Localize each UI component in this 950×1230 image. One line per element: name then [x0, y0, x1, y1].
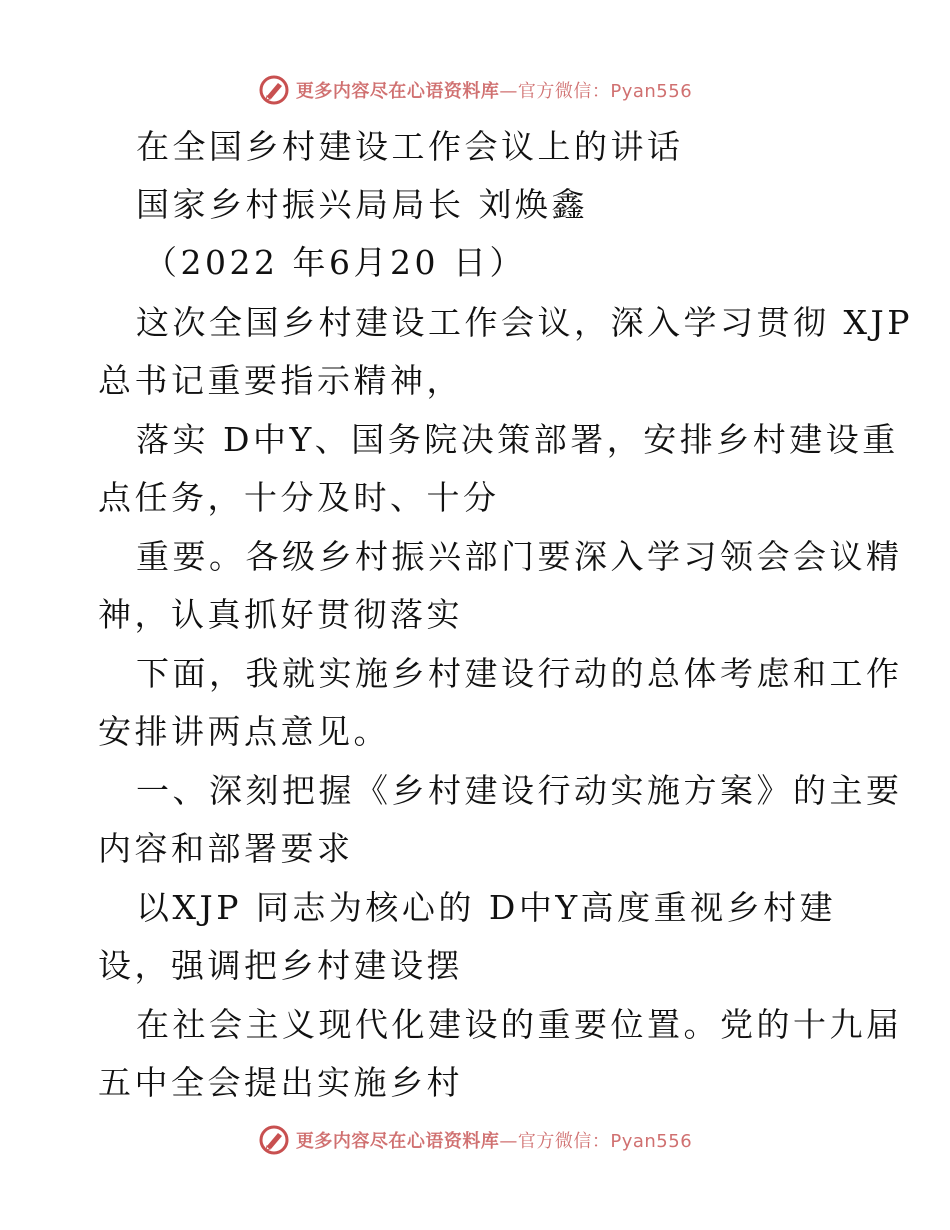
watermark-contact: —官方微信：Pyan556 [499, 1131, 693, 1152]
watermark-text [296, 1127, 692, 1153]
pen-seal-icon [258, 1124, 290, 1156]
paragraph-line: 总书记重要指示精神， [98, 361, 463, 400]
speaker-line: 国家乡村振兴局局长 刘焕鑫 [136, 185, 588, 224]
paragraph-line: 重要。各级乡村振兴部门要深入学习领会会议精 [136, 537, 903, 576]
watermark-brand: 更多内容尽在心语资料库 [295, 1131, 500, 1152]
footer-watermark [0, 1120, 950, 1160]
paragraph-line: 落实 D中Y、国务院决策部署，安排乡村建设重 [136, 420, 899, 459]
paragraph-line: 以XJP 同志为核心的 D中Y高度重视乡村建 [136, 888, 837, 927]
paragraph-line: 神，认真抓好贯彻落实 [98, 595, 463, 634]
watermark-contact: —官方微信：Pyan556 [499, 81, 693, 102]
section-heading-line: 内容和部署要求 [98, 829, 354, 868]
watermark-text [296, 77, 692, 103]
paragraph-line: 这次全国乡村建设工作会议，深入学习贯彻 XJP [136, 303, 913, 342]
paragraph-line: 点任务，十分及时、十分 [98, 478, 500, 517]
paragraph-line: 在社会主义现代化建设的重要位置。党的十九届 [136, 1005, 903, 1044]
speech-title: 在全国乡村建设工作会议上的讲话 [136, 127, 684, 166]
paragraph-line: 设，强调把乡村建设摆 [98, 946, 463, 985]
header-watermark [0, 70, 950, 110]
watermark-brand: 更多内容尽在心语资料库 [295, 81, 500, 102]
date-line: （2022 年6月20 日） [144, 243, 526, 282]
paragraph-line: 安排讲两点意见。 [98, 712, 390, 751]
paragraph-line: 五中全会提出实施乡村 [98, 1063, 463, 1102]
pen-seal-icon [258, 74, 290, 106]
section-heading-line: 一、深刻把握《乡村建设行动实施方案》的主要 [136, 771, 903, 810]
paragraph-line: 下面，我就实施乡村建设行动的总体考虑和工作 [136, 654, 903, 693]
